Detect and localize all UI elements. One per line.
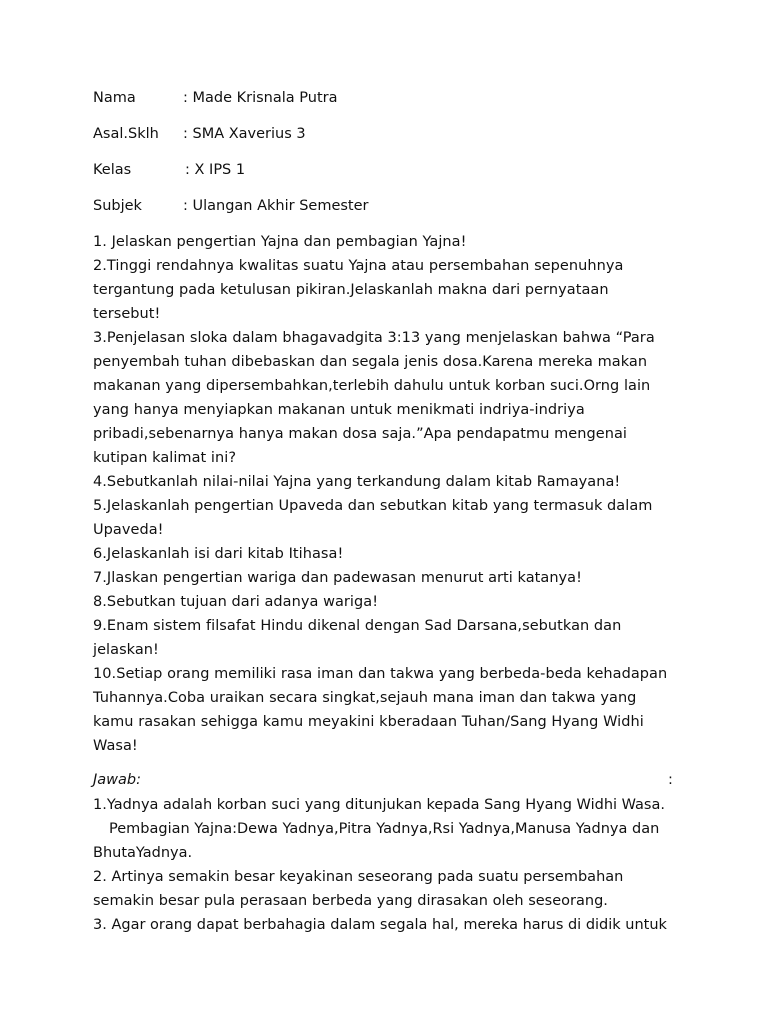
question-line: Wasa! bbox=[93, 738, 138, 754]
answer-heading: Jawab: bbox=[93, 772, 141, 788]
answer-line: 1.Yadnya adalah korban suci yang ditunjukan kepada Sang Hyang Widhi Wasa. bbox=[93, 797, 665, 813]
answer-line: semakin besar pula perasaan berbeda yang dirasakan oleh seseorang. bbox=[93, 893, 608, 909]
question-line: jelaskan! bbox=[93, 642, 159, 658]
header-row-nama bbox=[93, 88, 338, 108]
answer-line: Pembagian Yajna:Dewa Yadnya,Pitra Yadnya,Rsi Yadnya,Manusa Yadnya dan bbox=[109, 821, 660, 837]
question-line: 4.Sebutkanlah nilai-nilai Yajna yang terkandung dalam kitab Ramayana! bbox=[93, 474, 621, 490]
header-value: : SMA Xaverius 3 bbox=[183, 126, 306, 142]
question-line: penyembah tuhan dibebaskan dan segala jenis dosa.Karena mereka makan bbox=[93, 354, 648, 370]
question-line: 5.Jelaskanlah pengertian Upaveda dan sebutkan kitab yang termasuk dalam bbox=[93, 498, 653, 514]
header-value: : Ulangan Akhir Semester bbox=[183, 198, 369, 214]
header-value: : X IPS 1 bbox=[185, 162, 246, 178]
header-value: : Made Krisnala Putra bbox=[183, 90, 338, 106]
question-line: Upaveda! bbox=[93, 522, 164, 538]
header-label: Subjek bbox=[93, 198, 142, 214]
question-line: kamu rasakan sehigga kamu meyakini kberadaan Tuhan/Sang Hyang Widhi bbox=[93, 714, 644, 730]
questions-list bbox=[93, 230, 683, 758]
header-row-asal-sklh bbox=[93, 124, 306, 144]
answers-list bbox=[93, 793, 675, 937]
answer-line: 3. Agar orang dapat berbahagia dalam segala hal, mereka harus di didik untuk bbox=[93, 917, 667, 933]
answer-heading-colon: : bbox=[668, 772, 673, 788]
question-line: makanan yang dipersembahkan,terlebih dahulu untuk korban suci.Orng lain bbox=[93, 378, 651, 394]
question-line: 9.Enam sistem filsafat Hindu dikenal dengan Sad Darsana,sebutkan dan bbox=[93, 618, 622, 634]
question-line: 6.Jelaskanlah isi dari kitab Itihasa! bbox=[93, 546, 344, 562]
question-line: tergantung pada ketulusan pikiran.Jelaskanlah makna dari pernyataan bbox=[93, 282, 609, 298]
question-line: 7.Jlaskan pengertian wariga dan padewasan menurut arti katanya! bbox=[93, 570, 582, 586]
question-line: 10.Setiap orang memiliki rasa iman dan takwa yang berbeda-beda kehadapan bbox=[93, 666, 668, 682]
question-line: pribadi,sebenarnya hanya makan dosa saja.”Apa pendapatmu mengenai bbox=[93, 426, 627, 442]
answer-line: 2. Artinya semakin besar keyakinan seseorang pada suatu persembahan bbox=[93, 869, 624, 885]
header-row-subjek bbox=[93, 196, 369, 216]
question-line: 3.Penjelasan sloka dalam bhagavadgita 3:13 yang menjelaskan bahwa “Para bbox=[93, 330, 655, 346]
answer-line: BhutaYadnya. bbox=[93, 845, 193, 861]
header-label: Asal.Sklh bbox=[93, 126, 159, 142]
header-label: Nama bbox=[93, 90, 136, 106]
question-line: kutipan kalimat ini? bbox=[93, 450, 237, 466]
question-line: 8.Sebutkan tujuan dari adanya wariga! bbox=[93, 594, 379, 610]
question-line: Tuhannya.Coba uraikan secara singkat,sejauh mana iman dan takwa yang bbox=[93, 690, 637, 706]
question-line: tersebut! bbox=[93, 306, 161, 322]
header-row-kelas bbox=[93, 160, 245, 180]
question-line: 2.Tinggi rendahnya kwalitas suatu Yajna atau persembahan sepenuhnya bbox=[93, 258, 624, 274]
question-line: 1. Jelaskan pengertian Yajna dan pembagian Yajna! bbox=[93, 234, 467, 250]
question-line: yang hanya menyiapkan makanan untuk menikmati indriya-indriya bbox=[93, 402, 585, 418]
header-label: Kelas bbox=[93, 162, 132, 178]
